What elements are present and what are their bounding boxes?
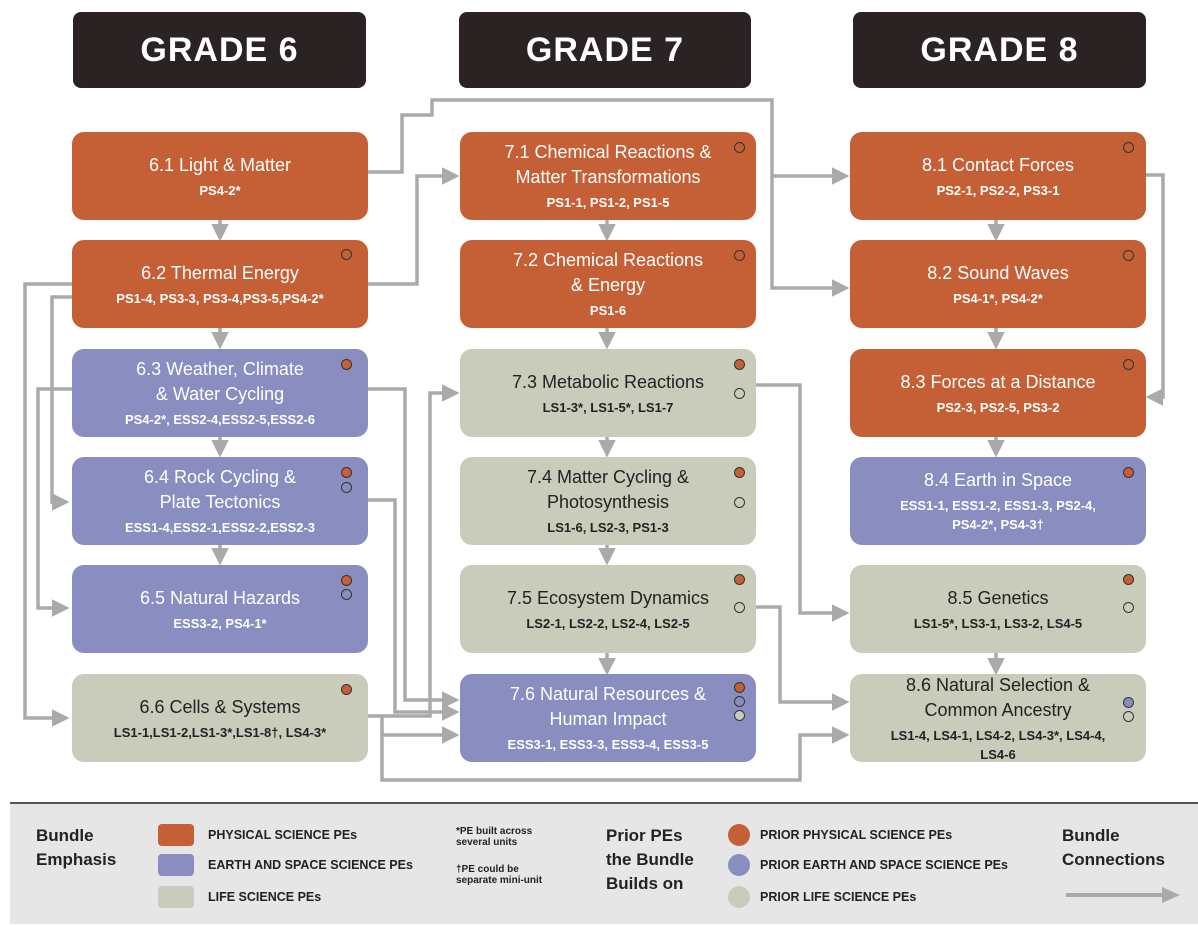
- legend-prior-physical-label: PRIOR PHYSICAL SCIENCE PEs: [760, 828, 953, 842]
- bundle-title: 8.1 Contact Forces: [921, 154, 1075, 175]
- bundle-8-1: [850, 132, 1146, 220]
- bundle-pes: PS1-1, PS1-2, PS1-5: [546, 195, 670, 210]
- legend-earth-label: EARTH AND SPACE SCIENCE PEs: [208, 858, 413, 872]
- bundle-7-6: [460, 674, 756, 762]
- legend-prior-earth-dot: [728, 854, 750, 876]
- bundle-8-6: [850, 674, 1146, 762]
- prior-life-dot: [734, 710, 745, 721]
- bundle-title: 7.5 Ecosystem Dynamics: [506, 587, 710, 608]
- legend-prior-earth-label: PRIOR EARTH AND SPACE SCIENCE PEs: [760, 858, 1008, 872]
- legend-connections-heading: Bundle Connections: [1062, 826, 1165, 869]
- prior-empty-dot: [1123, 602, 1134, 613]
- prior-empty-dot: [734, 696, 745, 707]
- bundle-pes: LS1-3*, LS1-5*, LS1-7: [542, 399, 674, 415]
- bundle-pes: ESS3-2, PS4-1*: [173, 615, 267, 631]
- bundle-title: 6.4 Rock Cycling & Plate Tectonics: [143, 467, 297, 512]
- bundle-title: 7.6 Natural Resources & Human Impact: [509, 684, 707, 729]
- prior-earth-dot: [1123, 697, 1134, 708]
- prior-physical-dot: [734, 467, 745, 478]
- bundle-6-5: [72, 565, 368, 653]
- grade-6-header: GRADE 6: [73, 12, 366, 88]
- bundle-pes: PS4-2*: [199, 182, 241, 198]
- prior-empty-dot: [734, 602, 745, 613]
- bundle-pes: PS1-4, PS3-3, PS3-4,PS3-5,PS4-2*: [116, 290, 324, 306]
- bundle-pes: PS2-1, PS2-2, PS3-1: [936, 182, 1060, 198]
- prior-empty-dot: [1123, 250, 1134, 261]
- prior-empty-dot: [734, 142, 745, 153]
- bundle-title: 7.3 Metabolic Reactions: [511, 371, 705, 392]
- prior-empty-dot: [341, 249, 352, 260]
- bundle-6-1: [72, 132, 368, 220]
- prior-empty-dot: [1123, 711, 1134, 722]
- prior-physical-dot: [341, 467, 352, 478]
- legend-bundle-emphasis-heading: Bundle Emphasis: [36, 826, 117, 869]
- bundle-pes: ESS1-1, ESS1-2, ESS1-3, PS2-4, PS4-2*, PS4-3†: [900, 498, 1096, 532]
- prior-physical-dot: [1123, 574, 1134, 585]
- bundle-pes: ESS3-1, ESS3-3, ESS3-4, ESS3-5: [507, 737, 709, 752]
- bundle-6-3: [72, 349, 368, 437]
- bundle-title: 7.2 Chemical Reactions & Energy: [512, 250, 704, 295]
- legend-star-note: *PE built across several units: [456, 826, 533, 848]
- bundle-title: 6.6 Cells & Systems: [139, 696, 301, 717]
- bundle-pes: PS2-3, PS2-5, PS3-2: [936, 399, 1060, 415]
- bundle-8-2: [850, 240, 1146, 328]
- bundle-8-3: [850, 349, 1146, 437]
- bundle-6-6: [72, 674, 368, 762]
- prior-empty-dot: [1123, 359, 1134, 370]
- grade-7-header: GRADE 7: [459, 12, 751, 88]
- prior-empty-dot: [341, 482, 352, 493]
- legend-life-label: LIFE SCIENCE PEs: [208, 890, 322, 904]
- bundle-title: 7.4 Matter Cycling & Photosynthesis: [526, 467, 690, 512]
- legend-physical-swatch: [158, 824, 194, 846]
- legend-prior-heading: Prior PEs the Bundle Builds on: [606, 826, 694, 893]
- bundle-7-2: [460, 240, 756, 328]
- bundle-title: 8.6 Natural Selection & Common Ancestry: [905, 674, 1091, 720]
- bundle-pes: PS4-1*, PS4-2*: [953, 290, 1043, 306]
- bundle-pes: LS1-4, LS4-1, LS4-2, LS4-3*, LS4-4, LS4-6: [890, 727, 1106, 762]
- legend-dagger-note: †PE could be separate mini-unit: [456, 864, 543, 886]
- prior-physical-dot: [1123, 467, 1134, 478]
- bundle-6-2: [72, 240, 368, 328]
- bundle-title: 6.2 Thermal Energy: [141, 262, 299, 283]
- prior-physical-dot: [341, 359, 352, 370]
- bundle-8-5: [850, 565, 1146, 653]
- bundle-title: 8.4 Earth in Space: [923, 470, 1073, 490]
- bundle-8-4: [850, 457, 1146, 545]
- prior-physical-dot: [341, 575, 352, 586]
- bundle-7-4: [460, 457, 756, 545]
- bundle-pes: LS2-1, LS2-2, LS2-4, LS2-5: [526, 615, 690, 631]
- bundle-title: 8.5 Genetics: [947, 587, 1049, 608]
- bundle-pes: PS4-2*, ESS2-4,ESS2-5,ESS2-6: [124, 412, 316, 427]
- bundle-pes: LS1-6, LS2-3, PS1-3: [547, 520, 669, 535]
- prior-empty-dot: [734, 250, 745, 261]
- legend-earth-swatch: [158, 854, 194, 876]
- legend-connection-arrow-icon: [1064, 884, 1184, 906]
- bundle-title: 6.5 Natural Hazards: [139, 587, 301, 608]
- bundle-title: 6.3 Weather, Climate & Water Cycling: [136, 359, 304, 404]
- bundle-pes: PS1-6: [589, 303, 627, 318]
- bundle-7-3: [460, 349, 756, 437]
- prior-empty-dot: [341, 589, 352, 600]
- bundle-title: 8.2 Sound Waves: [927, 262, 1069, 283]
- legend: [10, 802, 1198, 924]
- prior-physical-dot: [341, 684, 352, 695]
- bundle-title: 7.1 Chemical Reactions & Matter Transformations: [504, 142, 712, 187]
- prior-empty-dot: [1123, 142, 1134, 153]
- bundle-pes: ESS1-4,ESS2-1,ESS2-2,ESS2-3: [124, 520, 316, 535]
- legend-prior-life-label: PRIOR LIFE SCIENCE PEs: [760, 890, 917, 904]
- bundle-7-5: [460, 565, 756, 653]
- prior-empty-dot: [734, 497, 745, 508]
- prior-empty-dot: [734, 388, 745, 399]
- bundle-7-1: [460, 132, 756, 220]
- legend-physical-label: PHYSICAL SCIENCE PEs: [208, 828, 358, 842]
- prior-physical-dot: [734, 359, 745, 370]
- grade-8-header: GRADE 8: [853, 12, 1146, 88]
- bundle-title: 6.1 Light & Matter: [148, 154, 292, 175]
- bundle-6-4: [72, 457, 368, 545]
- prior-physical-dot: [734, 682, 745, 693]
- bundle-pes: LS1-5*, LS3-1, LS3-2, LS4-5: [913, 615, 1083, 631]
- bundle-title: 8.3 Forces at a Distance: [900, 371, 1096, 392]
- prior-physical-dot: [734, 574, 745, 585]
- legend-prior-physical-dot: [728, 824, 750, 846]
- bundle-pes: LS1-1,LS1-2,LS1-3*,LS1-8†, LS4-3*: [113, 724, 327, 740]
- legend-prior-life-dot: [728, 886, 750, 908]
- legend-life-swatch: [158, 886, 194, 908]
